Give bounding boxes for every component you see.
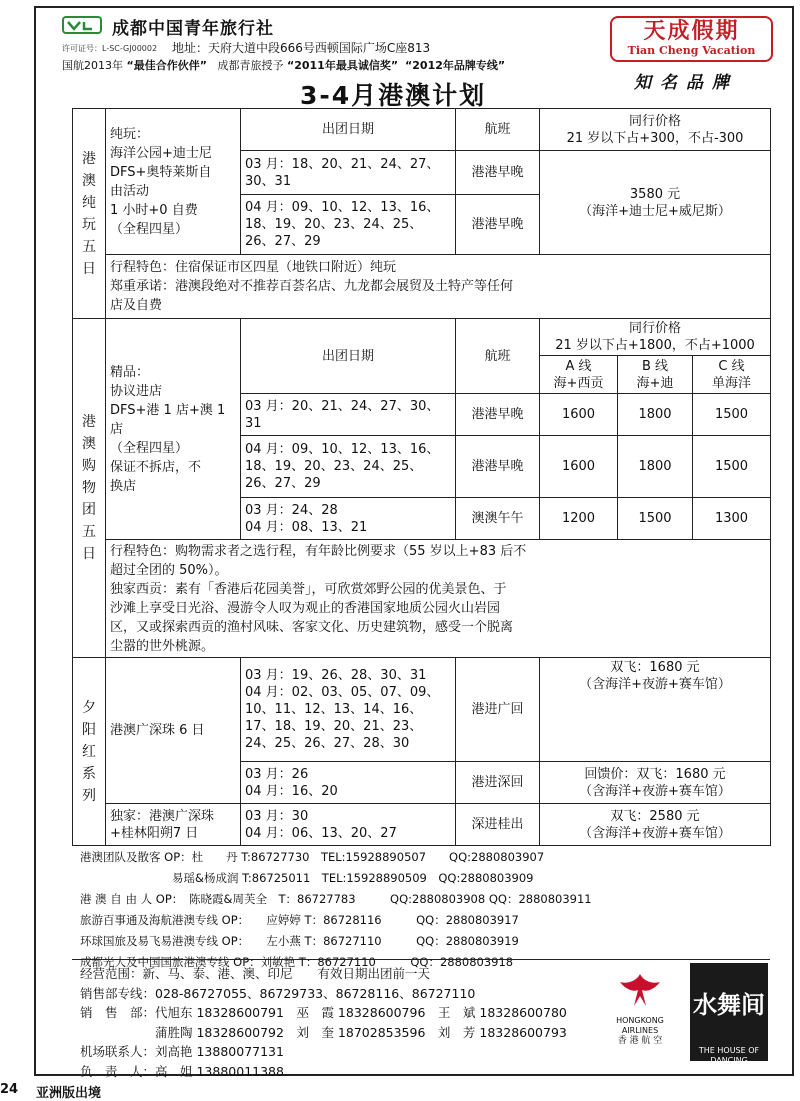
price-header-rule: 21 岁以下占+300，不占-300 bbox=[566, 130, 744, 146]
price-header-title: 同行价格 bbox=[629, 113, 682, 129]
tour3-category-char: 夕 bbox=[82, 699, 96, 716]
line-b-name: B 线 bbox=[641, 358, 669, 374]
desc-line: 保证不拆店，不 bbox=[110, 459, 202, 475]
desc-line: （全程四星） bbox=[110, 440, 189, 456]
price-header-title: 同行价格 bbox=[629, 321, 682, 336]
tour2-dates bbox=[241, 498, 456, 540]
tour2-flight: 港港早晚 bbox=[456, 436, 540, 498]
contact-line: 环球国旅及易飞易港澳专线 OP： 左小燕 T：86727110 QQ：2880803919 bbox=[80, 934, 519, 948]
column-header-date: 出团日期 bbox=[241, 109, 456, 151]
sales-line: 负 责 人：高 姐 13880011388 bbox=[80, 1063, 284, 1079]
page-title: 3-4月港澳计划 bbox=[300, 81, 487, 110]
line-a-route: 海+西贡 bbox=[553, 375, 604, 391]
contact-line: 港澳团队及散客 OP：杜 丹 T:86727730 TEL:15928890507 QQ:2880803907 bbox=[80, 850, 545, 864]
tour3-category-char: 系 bbox=[82, 765, 96, 782]
date-line: 10、11、12、13、14、16、 bbox=[245, 702, 423, 717]
tour1-category-char: 五 bbox=[82, 238, 96, 255]
dancing-water-logo bbox=[690, 963, 768, 1075]
tour3-flight: 港进深回 bbox=[456, 762, 540, 804]
price-line-a: 1600 bbox=[540, 394, 618, 436]
tour3-category-char: 列 bbox=[82, 787, 96, 804]
sales-line: 销 售 部：代旭东 18328600791 巫 霞 18328600796 王 斌 18328600780 bbox=[80, 1005, 567, 1020]
note-line: 尘嚣的世外桃源。 bbox=[110, 638, 215, 654]
contact-line: 旅游百事通及海航港澳专线 OP： 应婷婷 T：86728116 QQ：2880803917 bbox=[80, 913, 519, 927]
agency-address: 地址：天府大道中段666号西顿国际广场C座813 bbox=[172, 41, 431, 55]
desc-line: 独家：港澳广深珠 bbox=[110, 808, 215, 824]
operator-contacts bbox=[80, 847, 770, 973]
price-line-c: 1500 bbox=[693, 436, 771, 498]
date-line: 04 月：09、10、12、13、16、 bbox=[245, 200, 440, 215]
desc-line: +桂林阳朔7 日 bbox=[110, 825, 199, 841]
sales-info bbox=[80, 964, 567, 1081]
tour2-category-char: 港 bbox=[82, 414, 96, 430]
price-line-b: 1800 bbox=[618, 436, 693, 498]
desc-line: DFS+奥特莱斯自 bbox=[110, 164, 212, 180]
price-note: （海洋+迪士尼+威尼斯） bbox=[579, 203, 731, 219]
date-line: 03 月：18、20、21、24、27、 bbox=[245, 156, 440, 172]
awards-line bbox=[62, 57, 505, 73]
tour2-dates bbox=[241, 394, 456, 436]
desc-line: DFS+港 1 店+澳 1 bbox=[110, 402, 226, 418]
tour3-description: 港澳广深珠 6 日 bbox=[106, 658, 241, 804]
award-brand: “2012年品牌专线” bbox=[405, 59, 506, 72]
tour1-dates bbox=[241, 151, 456, 195]
price-line-c: 1500 bbox=[693, 394, 771, 436]
note-line: 独家西贡：素有「香港后花园美誉」，可欣赏郊野公园的优美景色、于 bbox=[110, 581, 507, 597]
date-line: 04 月：08、13、21 bbox=[245, 519, 368, 535]
tour3-flight: 深进桂出 bbox=[456, 804, 540, 846]
tour3-category-char: 红 bbox=[82, 743, 96, 760]
date-line: 04 月：02、03、05、07、09、 bbox=[245, 685, 440, 700]
desc-line: 纯玩： bbox=[110, 126, 150, 142]
note-line: 沙滩上享受日光浴、漫游令人叹为观止的香港国家地质公园火山岩园 bbox=[110, 600, 501, 616]
tour3-exclusive-description bbox=[106, 804, 241, 846]
date-line: 03 月：20、21、24、27、30、 bbox=[245, 398, 440, 414]
tour2-category-char: 日 bbox=[82, 546, 96, 562]
tour1-category-char: 日 bbox=[82, 260, 96, 277]
hongkong-airlines-icon bbox=[616, 970, 664, 1010]
tour3-dates bbox=[241, 658, 456, 762]
brand-logo bbox=[610, 16, 773, 62]
desc-line: （全程四星） bbox=[110, 221, 189, 237]
column-header-date: 出团日期 bbox=[241, 319, 456, 394]
date-line: 30、31 bbox=[245, 173, 292, 189]
tour3-category bbox=[73, 658, 106, 846]
brand-name-cn: 天成假期 bbox=[643, 19, 740, 44]
page-number: 24 bbox=[0, 1082, 19, 1097]
note-line: 行程特色：住宿保证市区四星（地铁口附近）纯玩 bbox=[110, 260, 397, 275]
date-line: 18、19、20、23、24、25、 bbox=[245, 459, 423, 474]
line-a-name: A 线 bbox=[565, 358, 592, 374]
tour1-dates bbox=[241, 195, 456, 255]
date-line: 18、19、20、23、24、25、 bbox=[245, 217, 423, 232]
price-note: （含海洋+夜游+赛车馆） bbox=[579, 825, 731, 841]
date-line: 26、27、29 bbox=[245, 234, 321, 249]
tour1-price-header bbox=[540, 109, 771, 151]
date-line: 03 月：26 bbox=[245, 766, 309, 782]
tour1-category-char: 港 bbox=[82, 150, 96, 167]
tour1-description bbox=[106, 109, 241, 255]
awards-mid: 成都青旅授予 bbox=[217, 59, 284, 72]
award-integrity: “2011年最具诚信奖” bbox=[286, 59, 399, 72]
price-value: 双飞：2580 元 bbox=[610, 808, 700, 824]
sales-line: 经营范围：新、马、泰、港、澳、印尼 有效日期出团前一天 bbox=[80, 966, 431, 981]
date-line: 17、18、19、20、21、23、 bbox=[245, 719, 423, 734]
note-line: 区，又或探索西贡的渔村风味、客家文化、历史建筑物，感受一个脱离 bbox=[110, 619, 514, 635]
date-line: 03 月：19、26、28、30、31 bbox=[245, 668, 427, 683]
airline-name-cn: 香 港 航 空 bbox=[617, 1036, 663, 1046]
line-c-route: 单海洋 bbox=[712, 375, 752, 391]
price-line-a: 1200 bbox=[540, 498, 618, 540]
date-line: 31 bbox=[245, 415, 262, 431]
hongkong-airlines-logo bbox=[600, 970, 680, 1047]
sales-line: 机场联系人：刘高艳 13880077131 bbox=[80, 1044, 284, 1059]
column-header-flight: 航班 bbox=[456, 319, 540, 394]
license-number: 许可证号：L-SC-GJ00002 bbox=[62, 44, 158, 53]
show-name-en-line: DANCING bbox=[710, 1056, 748, 1065]
tour1-flight: 港港早晚 bbox=[456, 151, 540, 195]
tour-plan-table bbox=[72, 108, 771, 846]
tour1-category-char: 纯 bbox=[82, 194, 96, 211]
tour3-price bbox=[540, 804, 771, 846]
tour2-dates bbox=[241, 436, 456, 498]
tour3-price bbox=[540, 762, 771, 804]
date-line: 04 月：09、10、12、13、16、 bbox=[245, 442, 440, 457]
tour1-price bbox=[540, 151, 771, 255]
price-line-a: 1600 bbox=[540, 436, 618, 498]
price-value: 3580 元 bbox=[629, 186, 681, 202]
tour3-price bbox=[540, 658, 771, 762]
column-header-flight: 航班 bbox=[456, 109, 540, 151]
tour2-category-char: 五 bbox=[82, 524, 96, 540]
desc-line: 店 bbox=[110, 421, 124, 437]
agency-name: 成都中国青年旅行社 bbox=[112, 19, 274, 39]
tour1-category-char: 玩 bbox=[82, 216, 96, 233]
tour2-category-char: 澳 bbox=[82, 436, 96, 452]
sales-line: 蒲胜陶 18328600792 刘 奎 18702853596 刘 芳 18328600793 bbox=[80, 1024, 567, 1040]
date-line: 26、27、29 bbox=[245, 476, 321, 491]
tour2-category-char: 团 bbox=[82, 502, 96, 518]
airline-name-en: HONGKONG AIRLINES bbox=[616, 1016, 664, 1035]
line-c-name: C 线 bbox=[718, 358, 745, 374]
note-line: 超过全团的 50%）。 bbox=[110, 562, 228, 578]
sales-line: 销售部专线：028-86727055、86729733、86728116、86727110 bbox=[80, 985, 476, 1001]
awards-prefix: 国航2013年 bbox=[62, 59, 123, 72]
tour2-flight: 澳澳午午 bbox=[456, 498, 540, 540]
tour2-price-header bbox=[540, 319, 771, 356]
price-note: （含海洋+夜游+赛车馆） bbox=[579, 677, 731, 692]
contact-line: 港 澳 自 由 人 OP： 陈晓霞&周芙全 T：86727783 QQ:2880803908 QQ：2880803911 bbox=[80, 892, 592, 906]
line-a-header bbox=[540, 356, 618, 394]
tour3-flight: 港进广回 bbox=[456, 658, 540, 762]
desc-line: 由活动 bbox=[110, 183, 150, 199]
desc-line: 1 小时+0 自费 bbox=[110, 202, 198, 218]
price-header-rule: 21 岁以下占+1800，不占+1000 bbox=[555, 338, 755, 353]
date-line: 03 月：30 bbox=[245, 808, 309, 824]
cyts-logo-icon bbox=[62, 14, 102, 36]
desc-line: 精品： bbox=[110, 364, 150, 380]
line-b-header bbox=[618, 356, 693, 394]
tour2-category bbox=[73, 319, 106, 658]
price-value: 回馈价：双飞：1680 元 bbox=[584, 766, 726, 782]
tour1-notes bbox=[106, 255, 771, 319]
tour2-flight: 港港早晚 bbox=[456, 394, 540, 436]
price-line-b: 1500 bbox=[618, 498, 693, 540]
tour3-category-char: 阳 bbox=[82, 721, 96, 738]
desc-line: 海洋公园+迪士尼 bbox=[110, 145, 212, 161]
price-line-b: 1800 bbox=[618, 394, 693, 436]
line-c-header bbox=[693, 356, 771, 394]
price-value: 双飞：1680 元 bbox=[610, 660, 700, 675]
tour2-notes bbox=[106, 540, 771, 658]
show-name-en-line: THE HOUSE OF bbox=[698, 1046, 760, 1055]
note-line: 郑重承诺：港澳段绝对不推荐百荟名店、九龙都会展贸及土特产等任何 bbox=[110, 279, 514, 294]
show-name-cn: 水舞间 bbox=[693, 990, 765, 1019]
price-line-c: 1300 bbox=[693, 498, 771, 540]
date-line: 04 月：06、13、20、27 bbox=[245, 825, 397, 841]
line-b-route: 海+迪 bbox=[636, 375, 674, 391]
show-name-en-line: WATER bbox=[715, 1066, 743, 1075]
tour2-category-char: 物 bbox=[82, 480, 96, 496]
tour3-dates bbox=[241, 762, 456, 804]
award-partner: “最佳合作伙伴” bbox=[126, 59, 207, 72]
desc-line: 协议进店 bbox=[110, 383, 163, 399]
divider bbox=[72, 959, 770, 960]
desc-line: 换店 bbox=[110, 478, 137, 494]
tour1-flight: 港港早晚 bbox=[456, 195, 540, 255]
tour2-category-char: 购 bbox=[82, 458, 96, 474]
date-line: 04 月：16、20 bbox=[245, 783, 338, 799]
magazine-name: 亚洲版出境 bbox=[36, 1086, 102, 1101]
tour2-description bbox=[106, 319, 241, 540]
show-name-en bbox=[690, 1046, 768, 1076]
tour1-category bbox=[73, 109, 106, 319]
date-line: 24、25、26、27、28、30 bbox=[245, 736, 410, 751]
note-line: 行程特色：购物需求者之选行程，有年龄比例要求（55 岁以上+83 后不 bbox=[110, 543, 527, 559]
tour1-category-char: 澳 bbox=[82, 172, 96, 189]
brand-name-en: Tian Cheng Vacation bbox=[627, 44, 756, 57]
date-line: 03 月：24、28 bbox=[245, 502, 338, 518]
contact-line: 易瑶&杨成润 T:86725011 TEL:15928890509 QQ:2880803909 bbox=[80, 871, 534, 885]
tour3-dates bbox=[241, 804, 456, 846]
price-note: （含海洋+夜游+赛车馆） bbox=[579, 783, 731, 799]
contact-line: 成都光大及中国国旅港澳专线 OP：刘敏艳 T：86727110 QQ：2880803918 bbox=[80, 955, 514, 969]
brand-slogan: 知名品牌 bbox=[634, 73, 738, 93]
note-line: 店及自费 bbox=[110, 298, 163, 313]
